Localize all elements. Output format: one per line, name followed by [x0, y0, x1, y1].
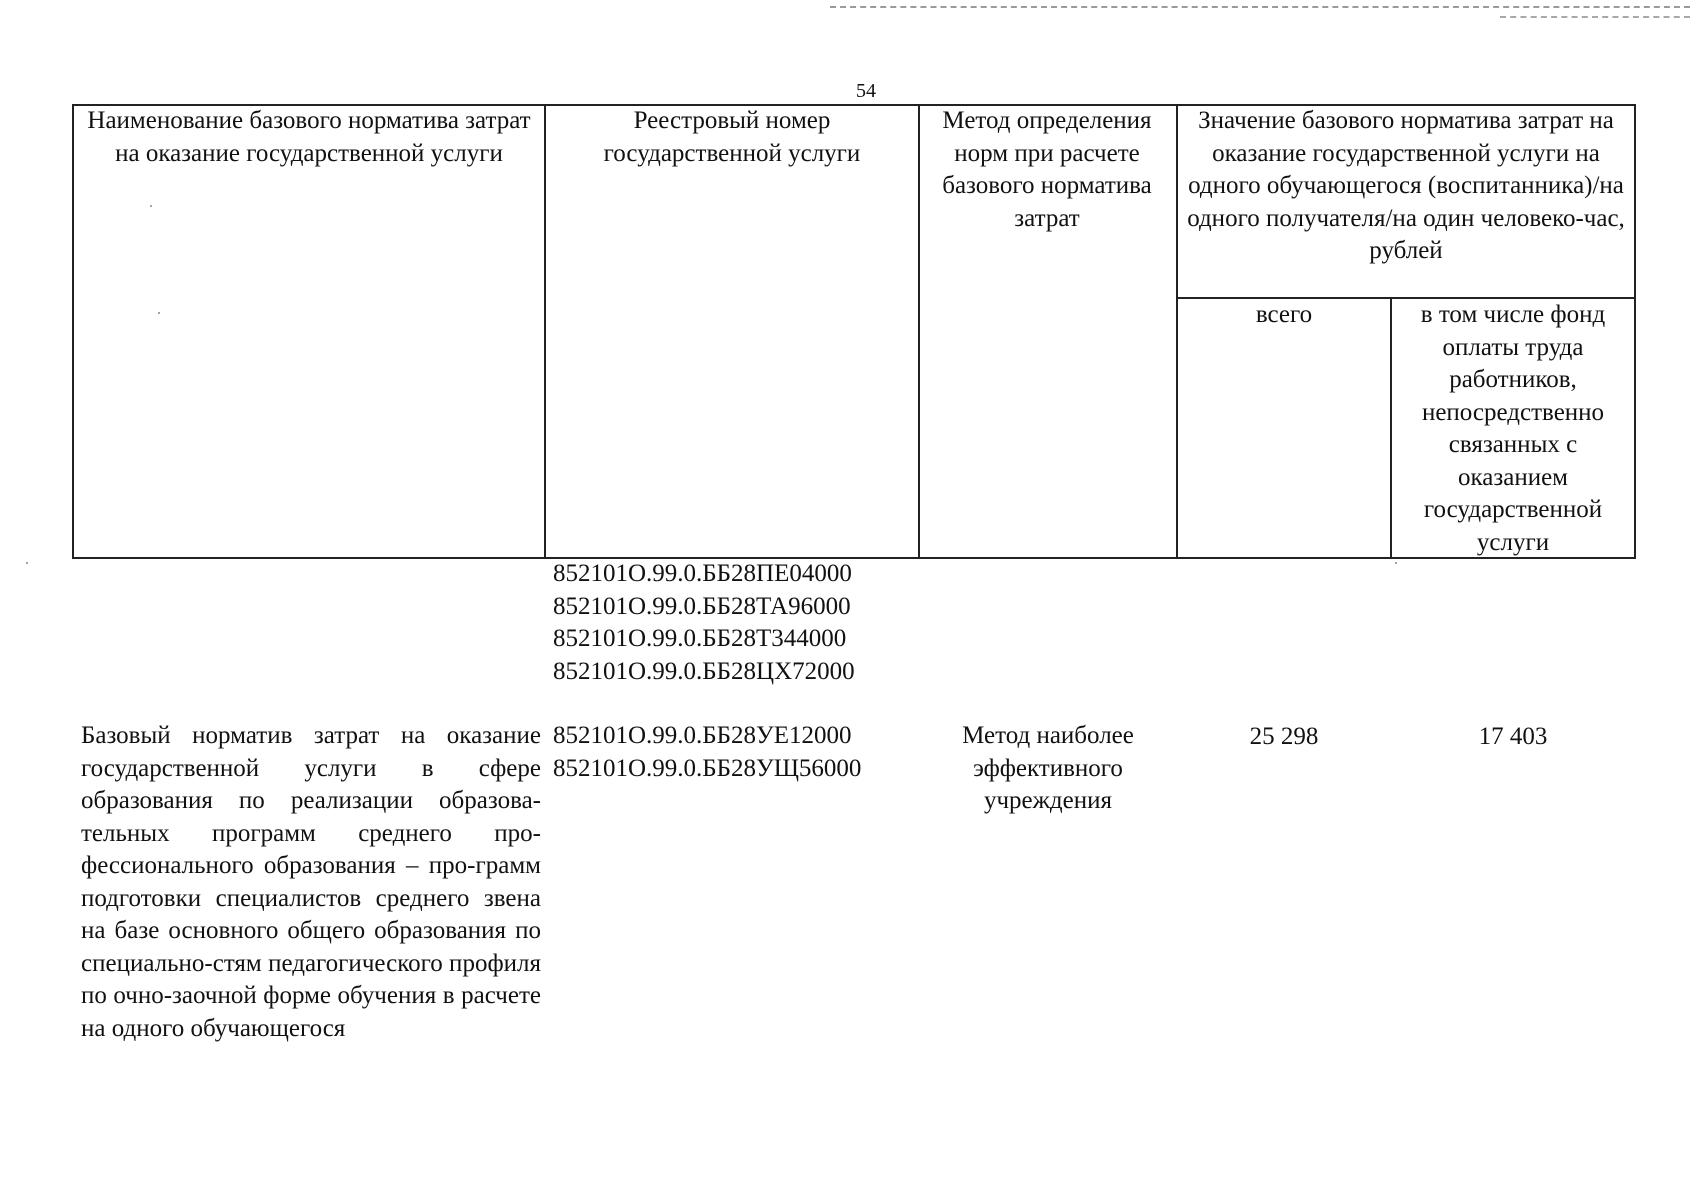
registry-code: 852101О.99.0.ББ28ТА96000: [553, 592, 851, 620]
row-payroll-value: 17 403: [1478, 723, 1548, 750]
scan-speck: [158, 312, 160, 314]
continuation-codes-list: [553, 558, 923, 688]
scan-speck: [1395, 562, 1397, 564]
scan-artifact-dashed-line-2: [1500, 16, 1690, 18]
row-norm-name: Базовый норматив затрат на оказание государственной услуги в сфере образования по реализации образова-тельных программ среднего про-фессионального образования – про-грамм подготовки специалистов среднего звена на базе основного общего образования по специально-стям педагогического профиля по очно-заочной форме обучения в расчете на одного обучающегося: [81, 722, 541, 1042]
header-col-method: Метод определения норм при расчете базового норматива затрат: [942, 107, 1152, 232]
row-codes-list: [553, 720, 923, 785]
scan-artifact-dashed-line: [830, 6, 1690, 8]
header-sub-payroll: в том числе фонд оплаты труда работников, непосредственно связанных с оказанием государственной услуги: [1420, 301, 1606, 556]
registry-code: 852101О.99.0.ББ28ЦХ72000: [553, 657, 855, 685]
row-method: Метод наиболее эффективного учреждения: [962, 722, 1134, 814]
registry-code: 852101О.99.0.ББ28ПЕ04000: [553, 560, 852, 587]
row-total-value: 25 298: [1249, 723, 1319, 750]
registry-code: 852101О.99.0.ББ28УЩ56000: [553, 754, 862, 782]
header-sub-total: всего: [1255, 301, 1313, 328]
header-col-value: Значение базового норматива затрат на оказание государственной услуги на одного обучающегося (воспитанника)/на одного получателя/на один человеко-час, рублей: [1187, 107, 1625, 264]
page-number: 54: [856, 80, 876, 102]
scan-speck: [26, 562, 28, 564]
header-col-registry-number: Реестровый номер государственной услуги: [603, 107, 861, 167]
scan-speck: [150, 205, 152, 207]
registry-code: 852101О.99.0.ББ28УЕ12000: [553, 722, 852, 749]
header-col-name: Наименование базового норматива затрат на оказание государственной услуги: [87, 107, 531, 167]
registry-code: 852101О.99.0.ББ28Т344000: [553, 625, 847, 652]
